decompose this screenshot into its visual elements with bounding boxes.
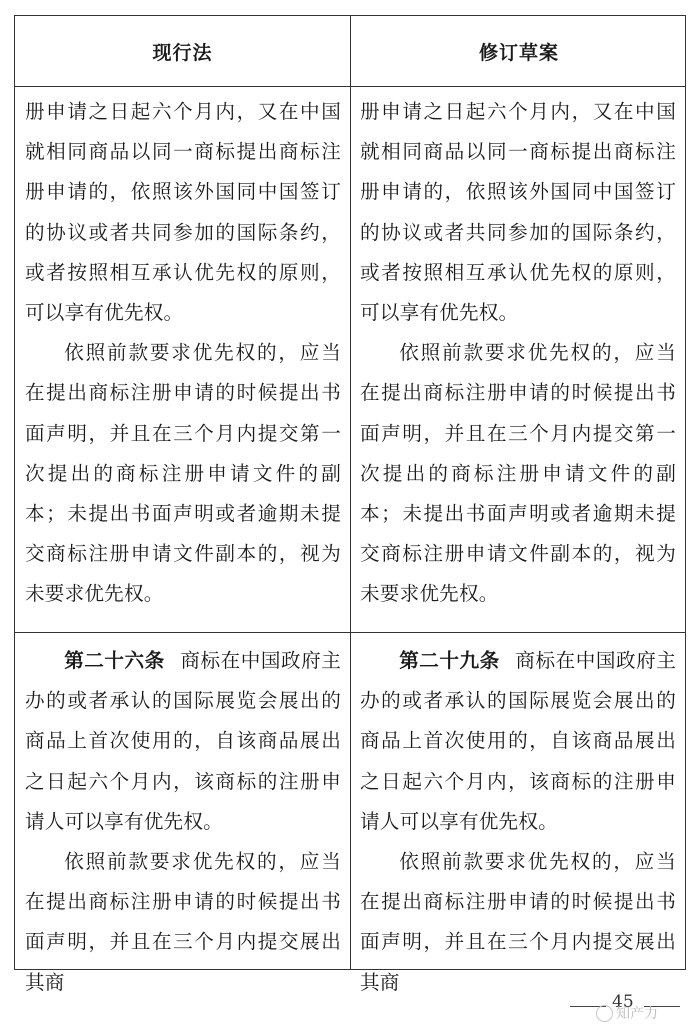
row1-left-para1: 册申请之日起六个月内，又在中国就相同商品以同一商标提出商标注册申请的，依照该外国同中国签订的协议或者共同参加的国际条约，或者按照相互承认优先权的原则，可以享有优先权。	[25, 100, 341, 325]
header-divider	[15, 86, 685, 87]
row1-right-para2: 依照前款要求优先权的，应当在提出商标注册申请的时候提出书面声明，并且在三个月内提交第一次提出的商标注册申请文件的副本；未提出书面声明或者逾期未提交商标注册申请文件副本的，视为未要求优先权。	[360, 341, 676, 606]
watermark-logo-icon	[596, 1005, 613, 1022]
row2-right-para2: 依照前款要求优先权的，应当在提出商标注册申请的时候提出书面声明，并且在三个月内提交展出其商	[360, 850, 676, 994]
header-current-law: 现行法	[152, 41, 213, 64]
article-text: 商标在中国政府主办的或者承认的国际展览会展出的商品上首次使用的，自该商品展出之日起六个月内，该商标的注册申请人可以享有优先权。	[25, 649, 341, 833]
row1-revised-draft-cell	[360, 92, 676, 615]
row2-current-law-cell	[25, 641, 341, 1003]
watermark-text: 知产力	[616, 1006, 658, 1022]
comparison-table	[14, 15, 686, 994]
row2-left-para2: 依照前款要求优先权的，应当在提出商标注册申请的时候提出书面声明，并且在三个月内提交展出其商	[25, 850, 341, 994]
article-number: 第二十六条	[64, 649, 165, 672]
header-revised-draft: 修订草案	[478, 41, 559, 64]
row2-left-para1	[25, 641, 341, 842]
row1-current-law-cell	[25, 92, 341, 615]
page-number: 45	[612, 992, 634, 1012]
row1-left-para2: 依照前款要求优先权的，应当在提出商标注册申请的时候提出书面声明，并且在三个月内提交第一次提出的商标注册申请文件的副本；未提出书面声明或者逾期未提交商标注册申请文件副本的，视为未要求优先权。	[25, 341, 341, 606]
row2-revised-draft-cell	[360, 641, 676, 1003]
row-divider	[15, 632, 685, 633]
article-number: 第二十九条	[399, 649, 500, 672]
row2-right-para1	[360, 641, 676, 842]
article-text: 商标在中国政府主办的或者承认的国际展览会展出的商品上首次使用的，自该商品展出之日起六个月内，该商标的注册申请人可以享有优先权。	[360, 649, 676, 833]
watermark	[596, 1003, 658, 1023]
column-divider	[350, 16, 351, 969]
row1-right-para1: 册申请之日起六个月内，又在中国就相同商品以同一商标提出商标注册申请的，依照该外国同中国签订的协议或者共同参加的国际条约，或者按照相互承认优先权的原则，可以享有优先权。	[360, 100, 676, 325]
